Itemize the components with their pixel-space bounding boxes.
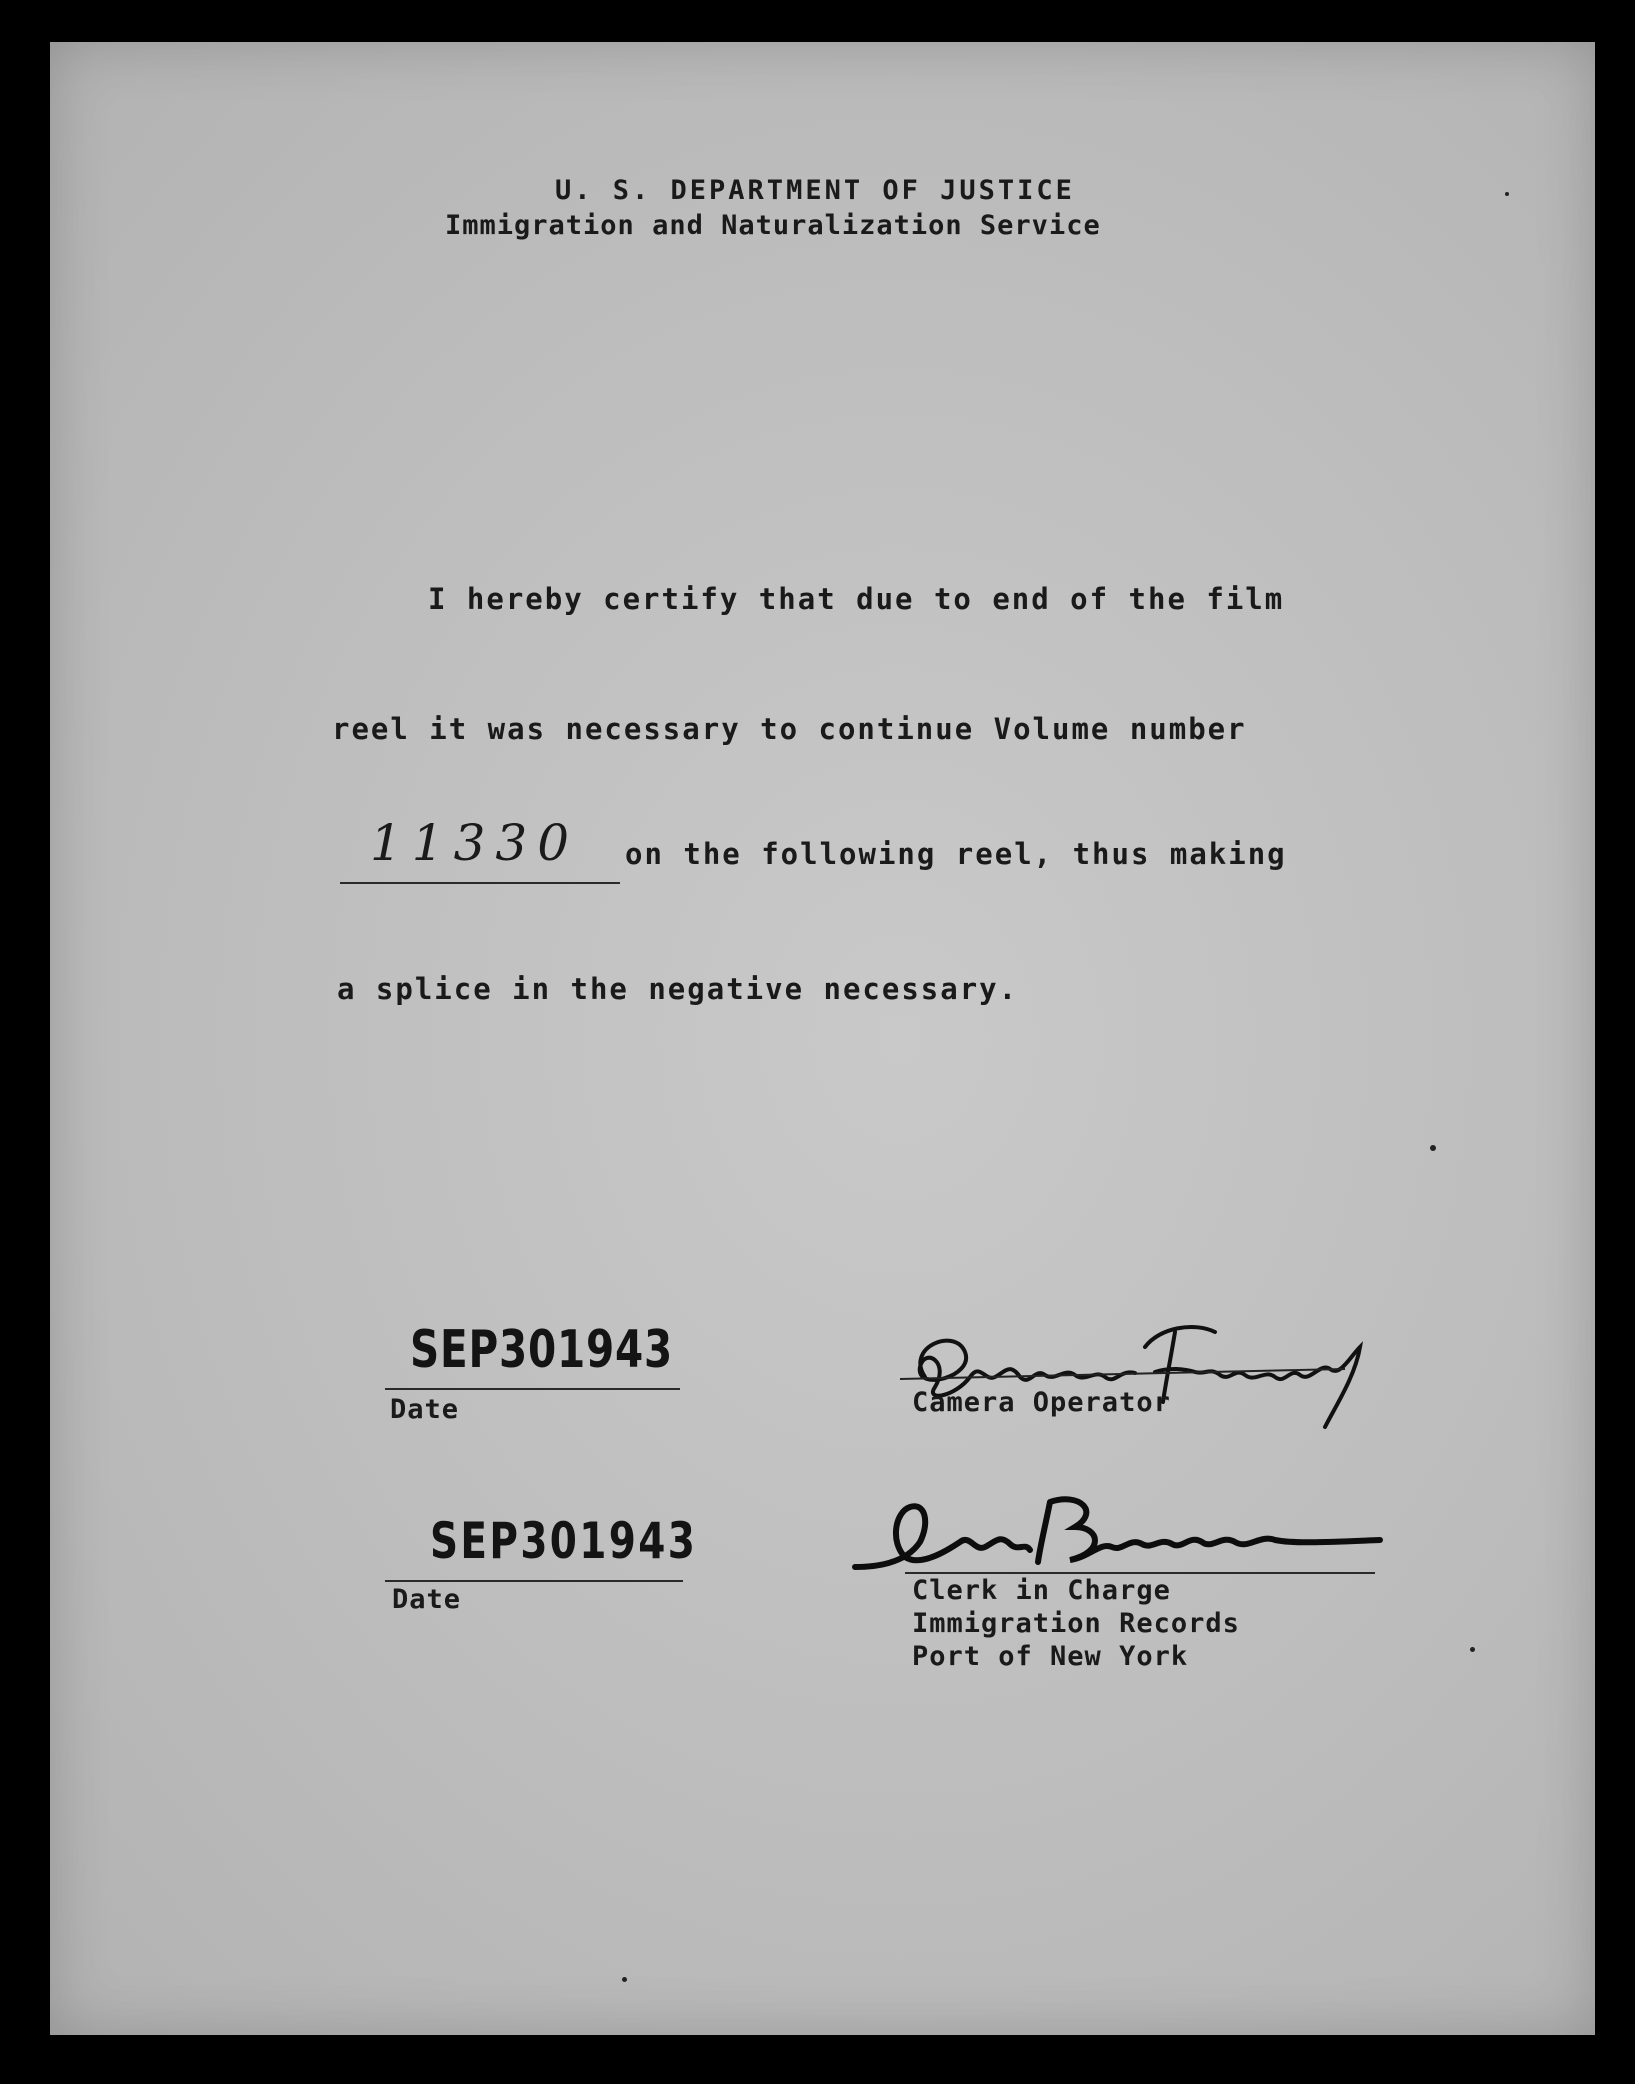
- date-stamp-2: SEP301943: [430, 1512, 698, 1570]
- clerk-title-line-3: Port of New York: [912, 1641, 1189, 1672]
- clerk-signature: [850, 1472, 1390, 1582]
- service-heading: Immigration and Naturalization Service: [445, 210, 1101, 241]
- dust-speck: [1470, 1647, 1475, 1652]
- date-line-2: [385, 1580, 683, 1582]
- volume-number-underline: [340, 882, 620, 884]
- date-line-1: [385, 1388, 680, 1390]
- clerk-title-line-1: Clerk in Charge: [912, 1575, 1171, 1606]
- certificate-line-3: on the following reel, thus making: [625, 837, 1287, 871]
- camera-operator-label: Camera Operator: [912, 1387, 1171, 1418]
- volume-number-handwritten: 11330: [370, 814, 580, 872]
- certificate-line-2: reel it was necessary to continue Volume number: [332, 712, 1247, 746]
- dust-speck: [1505, 192, 1509, 196]
- department-heading: U. S. DEPARTMENT OF JUSTICE: [555, 175, 1075, 206]
- dust-speck: [622, 1977, 627, 1982]
- dust-speck: [1430, 1145, 1436, 1151]
- certificate-line-4: a splice in the negative necessary.: [337, 972, 1019, 1006]
- clerk-title-line-2: Immigration Records: [912, 1608, 1240, 1639]
- date-stamp-1: SEP301943: [410, 1320, 674, 1380]
- date-label-2: Date: [392, 1584, 462, 1615]
- date-label-1: Date: [390, 1394, 460, 1425]
- certificate-line-1: I hereby certify that due to end of the film: [428, 582, 1285, 616]
- clerk-signature-line: [905, 1572, 1375, 1574]
- document-page: [50, 42, 1595, 2035]
